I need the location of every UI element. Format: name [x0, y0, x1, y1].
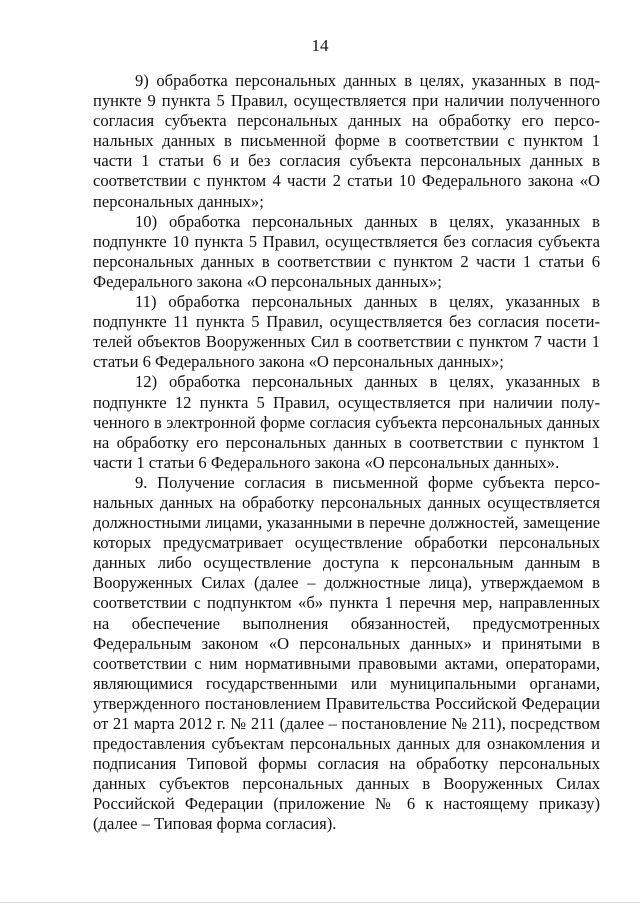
page-number: 14	[311, 36, 329, 55]
document-body	[93, 71, 600, 835]
paragraph-item-11: 11) обработка персональных данных в целях, указанных в подпункте 11 пункта 5 Правил, осуществляется без согласия посетителей объектов Вооруженных Сил в соответствии с пунктом 7 части 1 статьи 6 Федерального закона «О персональных данных»;	[93, 292, 600, 372]
footer-divider	[0, 902, 640, 903]
paragraph-item-9: 9) обработка персональных данных в целях, указанных в подпункте 9 пункта 5 Правил, осуществляется при наличии полученного согласия субъекта персональных данных на обработку его персональных данных в письменной форме в соответствии с пунктом 1 части 1 статьи 6 и без согласия субъекта персональных данных в соответствии с пунктом 4 части 2 статьи 10 Федерального закона «О персональных данных»;	[93, 71, 600, 211]
paragraph-section-9: 9. Получение согласия в письменной форме субъекта персональных данных на обработку персональных данных осуществляется должностными лицами, указанными в перечне должностей, замещение которых предусматривает осуществление обработки персональных данных либо осуществление доступа к персональным данным в Вооруженных Силах (далее – должностные лица), утверждаемом в соответствии с подпунктом «б» пункта 1 перечня мер, направленных на обеспечение выполнения обязанностей, предусмотренных Федеральным законом «О персональных данных» и принятыми в соответствии с ним нормативными правовыми актами, операторами, являющимися государственными или муниципальными органами, утвержденного постановлением Правительства Российской Федерации от 21 марта 2012 г. № 211 (далее – постановление № 211), посредством предоставления субъектам персональных данных для ознакомления и подписания Типовой формы согласия на обработку персональных данных субъектов персональных данных в Вооруженных Силах Российской Федерации (приложение № 6 к настоящему приказу) (далее – Типовая форма согласия).	[93, 472, 600, 834]
paragraph-item-10: 10) обработка персональных данных в целях, указанных в подпункте 10 пункта 5 Правил, осуществляется без согласия субъекта персональных данных в соответствии с пунктом 2 части 1 статьи 6 Федерального закона «О персональных данных»;	[93, 211, 600, 291]
paragraph-item-12: 12) обработка персональных данных в целях, указанных в подпункте 12 пункта 5 Правил, осуществляется при наличии полученного в электронной форме согласия субъекта персональных данных на обработку его персональных данных в соответствии с пунктом 1 части 1 статьи 6 Федерального закона «О персональных данных».	[93, 372, 600, 472]
